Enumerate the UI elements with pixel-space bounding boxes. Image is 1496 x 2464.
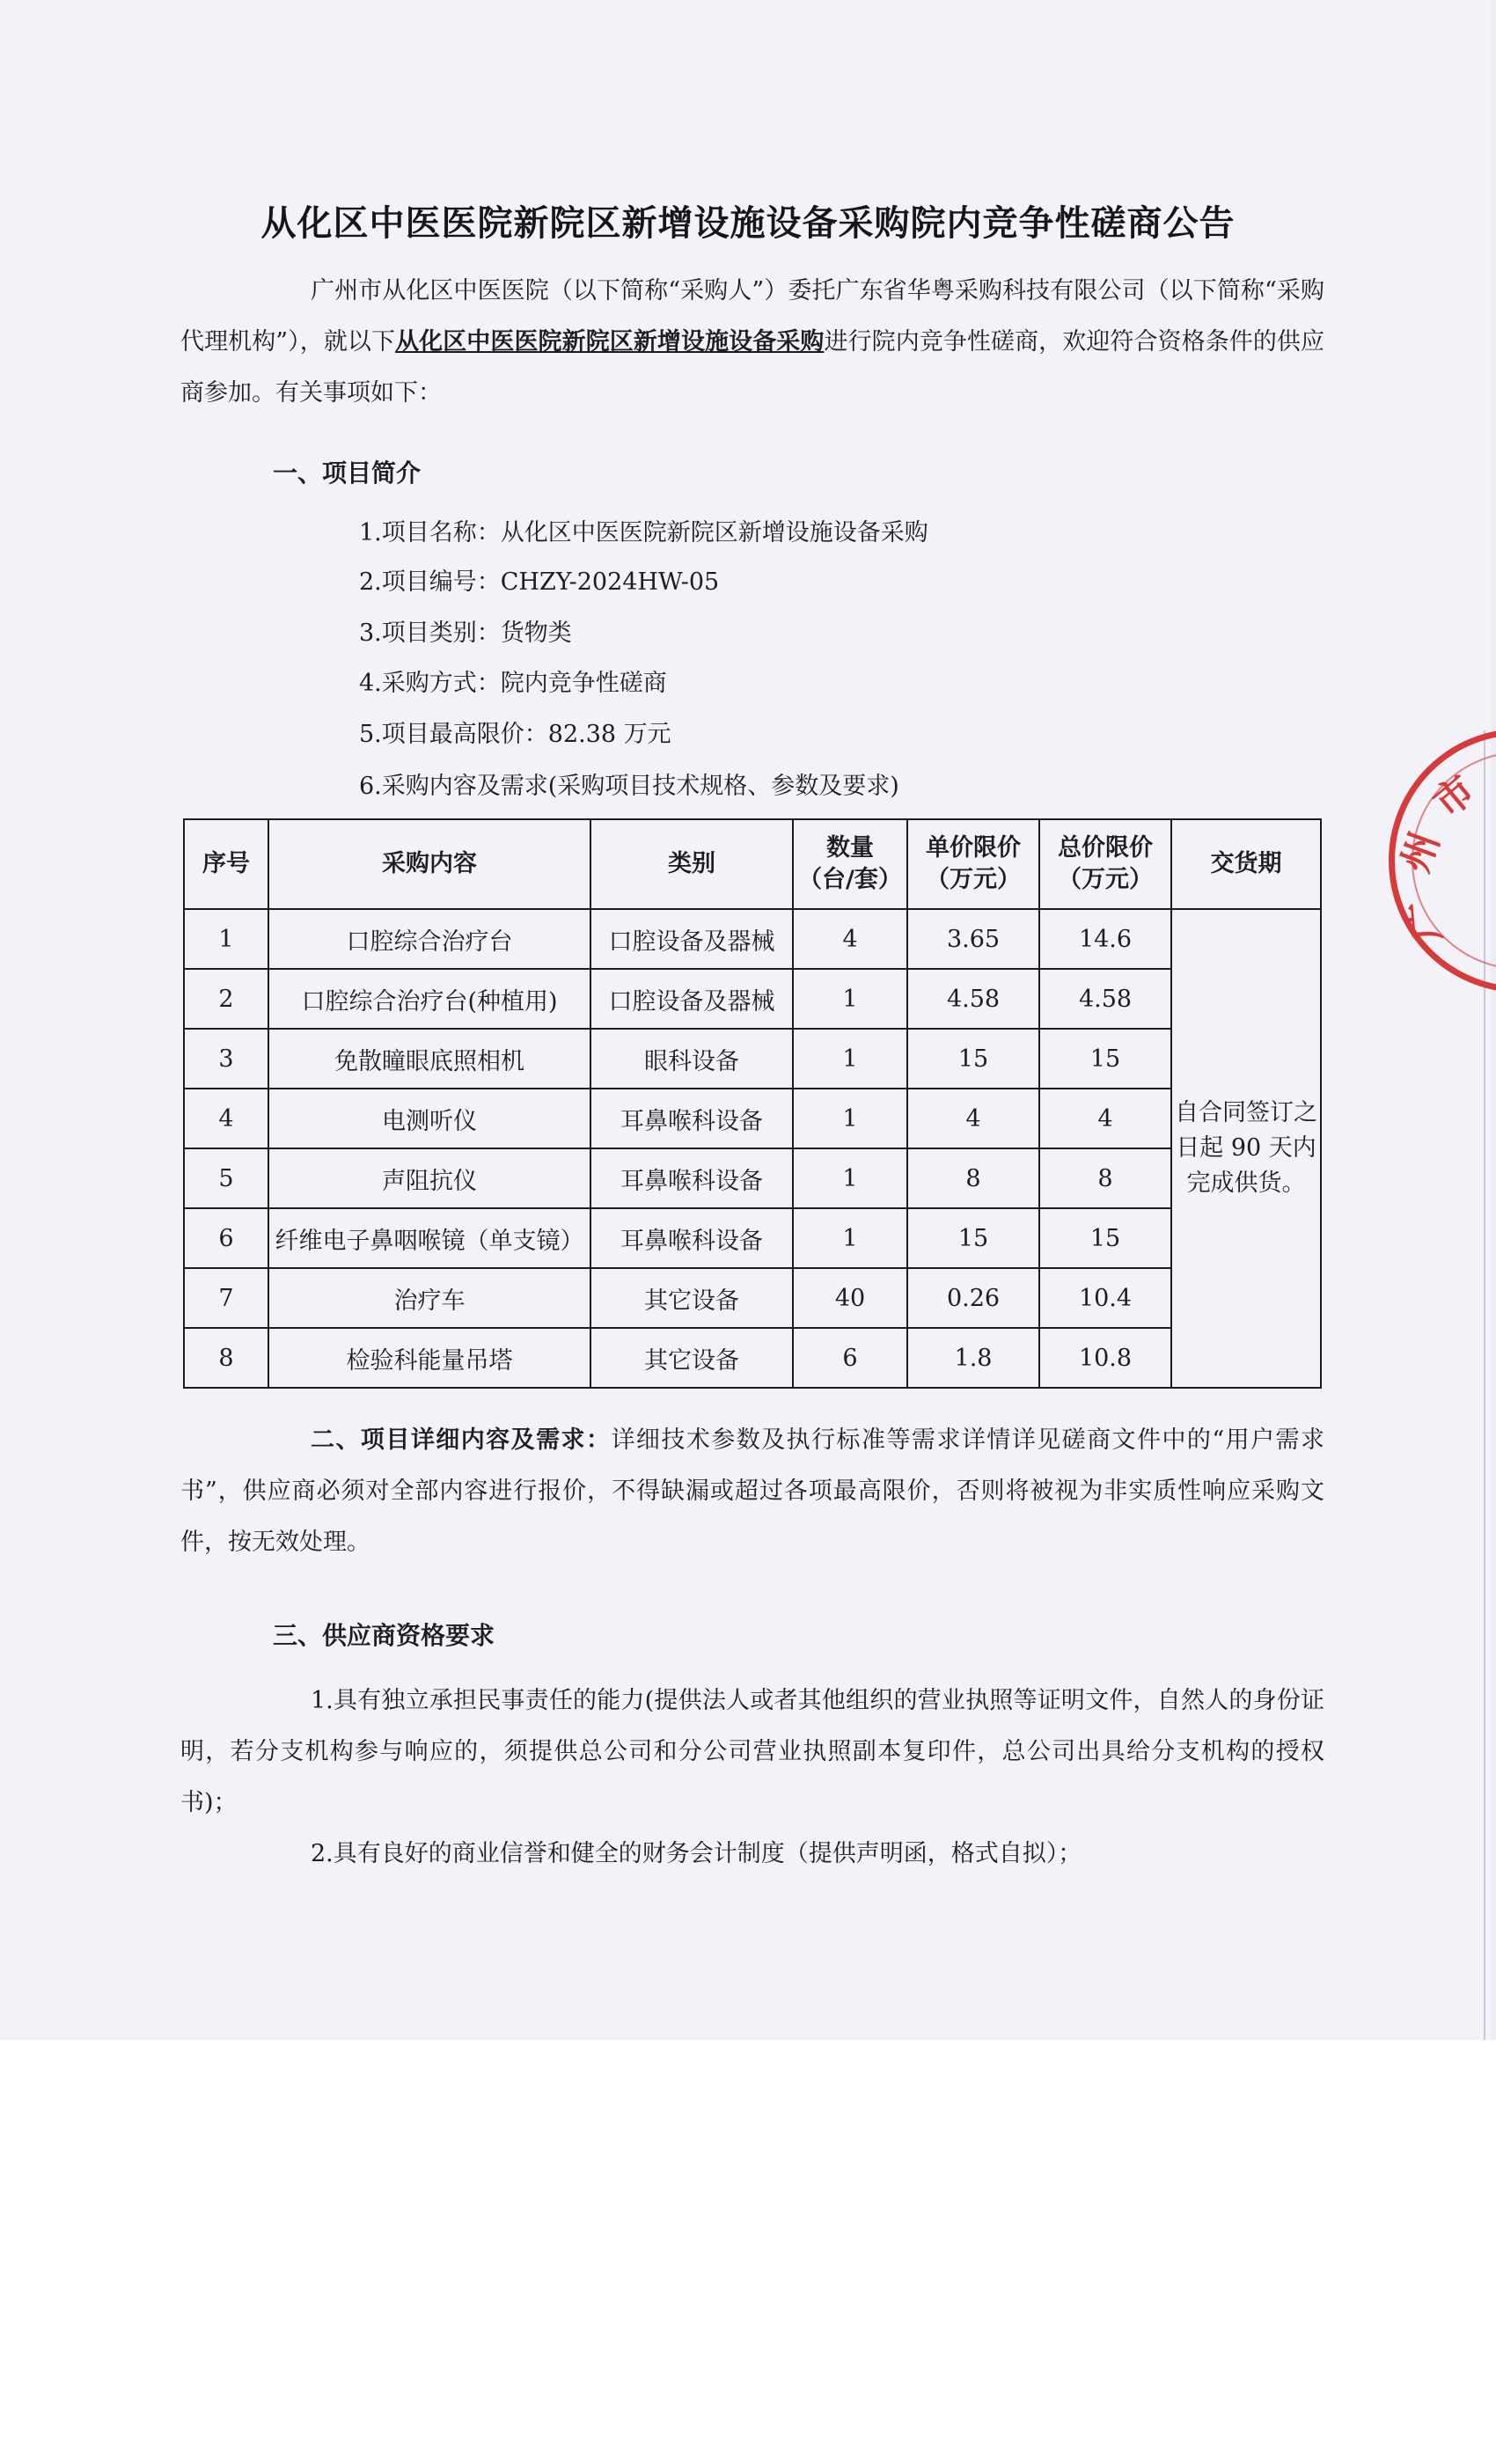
- cell-category: 耳鼻喉科设备: [590, 1208, 793, 1268]
- cell-unit-price: 4: [907, 1089, 1039, 1148]
- intro-text-after: 进行院内竞争性磋商，欢迎符合资格条件的供应商参加。有关事项如下：: [180, 328, 1325, 407]
- cell-category: 眼科设备: [590, 1029, 793, 1089]
- cell-seq: 5: [184, 1148, 268, 1208]
- cell-delivery: 自合同签订之日起 90 天内完成供货。: [1171, 909, 1321, 1388]
- cell-qty: 4: [793, 909, 907, 969]
- section2-text: 详细技术参数及执行标准等需求详情详见磋商文件中的“用户需求书”，供应商必须对全部内容进行报价，不得缺漏或超过各项最高限价，否则将被视为非实质性响应采购文件，按无效处理。: [180, 1426, 1325, 1556]
- cell-total-price: 15: [1039, 1208, 1171, 1268]
- cell-unit-price: 15: [907, 1029, 1039, 1089]
- cell-seq: 2: [184, 969, 268, 1029]
- cell-category: 其它设备: [590, 1268, 793, 1328]
- intro-project-name: 从化区中医医院新院区新增设施设备采购: [395, 328, 825, 356]
- cell-total-price: 8: [1039, 1148, 1171, 1208]
- table-row: [184, 1208, 1321, 1268]
- header-total-line1: 总价限价: [1058, 834, 1153, 862]
- cell-unit-price: 1.8: [907, 1328, 1039, 1388]
- cell-seq: 3: [184, 1029, 268, 1089]
- cell-content: 纤维电子鼻咽喉镜（单支镜）: [268, 1208, 590, 1268]
- table-row: [184, 909, 1321, 969]
- cell-unit-price: 15: [907, 1208, 1039, 1268]
- cell-category: 口腔设备及器械: [590, 909, 793, 969]
- cell-seq: 4: [184, 1089, 268, 1148]
- cell-qty: 1: [793, 1148, 907, 1208]
- table-row: [184, 1148, 1321, 1208]
- cell-unit-price: 3.65: [907, 909, 1039, 969]
- cell-qty: 1: [793, 1089, 907, 1148]
- cell-qty: 1: [793, 1208, 907, 1268]
- info-item: 2.项目编号：CHZY-2024HW-05: [359, 568, 720, 596]
- cell-content: 声阻抗仪: [268, 1148, 590, 1208]
- cell-content: 治疗车: [268, 1268, 590, 1328]
- qualification-item-1: 1.具有独立承担民事责任的能力(提供法人或者其他组织的营业执照等证明文件，自然人的身份证明，若分支机构参与响应的，须提供总公司和分公司营业执照副本复印件，总公司出具给分支机构的授权书)；: [180, 1687, 1324, 1816]
- header-category: 类别: [590, 819, 793, 909]
- header-qty-line2: （台/套）: [798, 866, 902, 893]
- table-row: [184, 1268, 1321, 1328]
- table-row: [184, 969, 1321, 1029]
- cell-qty: 1: [793, 969, 907, 1029]
- header-qty: [793, 819, 907, 909]
- cell-content: 免散瞳眼底照相机: [268, 1029, 590, 1089]
- header-unit-line1: 单价限价: [926, 834, 1021, 862]
- qualification-item-2: 2.具有良好的商业信誉和健全的财务会计制度（提供声明函，格式自拟）；: [311, 1840, 1082, 1867]
- cell-total-price: 14.6: [1039, 909, 1171, 969]
- cell-seq: 6: [184, 1208, 268, 1268]
- info-item: 6.采购内容及需求(采购项目技术规格、参数及要求): [359, 773, 899, 800]
- header-qty-line1: 数量: [826, 834, 874, 862]
- cell-total-price: 10.8: [1039, 1328, 1171, 1388]
- section3-heading: 三、供应商资格要求: [273, 1621, 495, 1650]
- header-unit-line2: （万元）: [926, 866, 1021, 893]
- section2-heading: 二、项目详细内容及需求：: [311, 1426, 612, 1454]
- seal-character: 市: [1425, 766, 1485, 827]
- table-row: [184, 1029, 1321, 1089]
- cell-seq: 7: [184, 1268, 268, 1328]
- cell-content: 检验科能量吊塔: [268, 1328, 590, 1388]
- info-item: 3.项目类别：货物类: [359, 620, 572, 647]
- page-title: 从化区中医医院新院区新增设施设备采购院内竞争性磋商公告: [260, 203, 1236, 244]
- cell-category: 口腔设备及器械: [590, 969, 793, 1029]
- section1-heading: 一、项目简介: [273, 458, 422, 488]
- cell-unit-price: 0.26: [907, 1268, 1039, 1328]
- intro-text-before: 广州市从化区中医医院（以下简称“采购人”）委托广东省华粤采购科技有限公司（以下简称“采购代理机构”），就以下: [180, 277, 1324, 356]
- table-row: [184, 1328, 1321, 1388]
- cell-category: 耳鼻喉科设备: [590, 1089, 793, 1148]
- info-item: 1.项目名称：从化区中医医院新院区新增设施设备采购: [359, 519, 928, 546]
- table-row: [184, 1089, 1321, 1148]
- cell-category: 耳鼻喉科设备: [590, 1148, 793, 1208]
- header-delivery: 交货期: [1171, 819, 1321, 909]
- cell-total-price: 10.4: [1039, 1268, 1171, 1328]
- header-content: 采购内容: [268, 819, 590, 909]
- cell-qty: 1: [793, 1029, 907, 1089]
- cell-content: 电测听仪: [268, 1089, 590, 1148]
- cell-qty: 6: [793, 1328, 907, 1388]
- info-item: 4.采购方式：院内竞争性磋商: [359, 670, 667, 697]
- header-total-price: [1039, 819, 1171, 909]
- cell-total-price: 15: [1039, 1029, 1171, 1089]
- cell-seq: 1: [184, 909, 268, 969]
- info-item: 5.项目最高限价：82.38 万元: [359, 721, 671, 748]
- header-unit-price: [907, 819, 1039, 909]
- header-total-line2: （万元）: [1058, 866, 1153, 893]
- cell-unit-price: 4.58: [907, 969, 1039, 1029]
- cell-unit-price: 8: [907, 1148, 1039, 1208]
- cell-total-price: 4.58: [1039, 969, 1171, 1029]
- cell-content: 口腔综合治疗台(种植用): [268, 969, 590, 1029]
- seal-character: 广: [1402, 899, 1450, 942]
- cell-seq: 8: [184, 1328, 268, 1388]
- seal-character: 州: [1392, 826, 1448, 878]
- intro-paragraph: [180, 266, 1324, 419]
- section2-paragraph: [180, 1415, 1324, 1568]
- cell-qty: 40: [793, 1268, 907, 1328]
- cell-total-price: 4: [1039, 1089, 1171, 1148]
- table-header-row: [184, 819, 1321, 909]
- header-seq: 序号: [184, 819, 268, 909]
- procurement-table: [183, 818, 1322, 1389]
- cell-content: 口腔综合治疗台: [268, 909, 590, 969]
- cell-category: 其它设备: [590, 1328, 793, 1388]
